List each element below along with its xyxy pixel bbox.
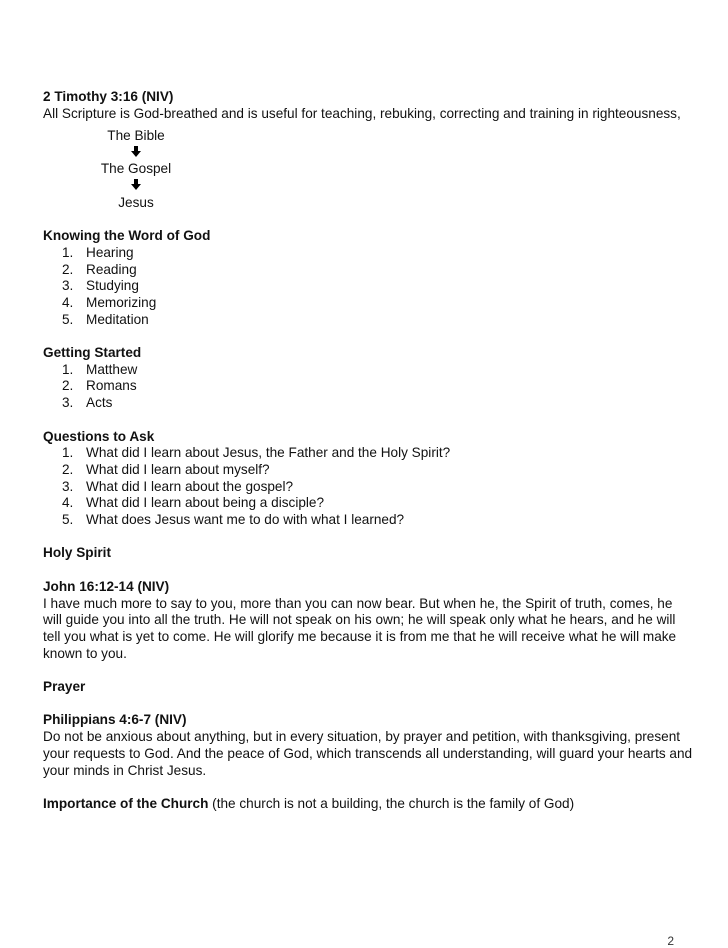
questions-heading: Questions to Ask bbox=[43, 428, 155, 444]
getting-started-heading: Getting Started bbox=[43, 345, 142, 360]
flow-node-bible: The Bible bbox=[107, 128, 165, 144]
flow-node-jesus: Jesus bbox=[118, 195, 154, 211]
philippians-verse-ref: Philippians 4:6-7 (NIV) bbox=[43, 712, 187, 728]
flow-node-gospel: The Gospel bbox=[100, 161, 172, 177]
getting-started-list bbox=[43, 362, 693, 412]
list-item: 3. Acts bbox=[62, 395, 113, 411]
list-item: 4. What did I learn about being a disciple? bbox=[62, 495, 325, 511]
church-note: (the church is not a building, the church is the family of God) bbox=[208, 795, 575, 811]
list-item: 5. Meditation bbox=[62, 311, 149, 327]
list-item: 2. What did I learn about myself? bbox=[62, 461, 270, 477]
list-item: 2. Reading bbox=[62, 261, 137, 277]
john-verse-ref: John 16:12-14 (NIV) bbox=[43, 578, 170, 594]
philippians-verse-text: Do not be anxious about anything, but in every situation, by prayer and petition, with thanksgiving, present your requests to God. And the peace of God, which transcends all understanding, will guard your hearts and your minds in Christ Jesus. bbox=[43, 729, 693, 778]
church-line bbox=[43, 796, 693, 813]
prayer-heading: Prayer bbox=[43, 679, 86, 694]
timothy-verse-ref: 2 Timothy 3:16 (NIV) bbox=[43, 89, 174, 104]
list-item: 2. Romans bbox=[62, 378, 137, 394]
knowing-heading: Knowing the Word of God bbox=[43, 228, 211, 244]
john-verse-text: I have much more to say to you, more than you can now bear. But when he, the Spirit of truth, comes, he will guide you into all the truth. He will not speak on his own; he will speak only what he hears, and he will tell you what is yet to come. He will glorify me because it is from me that he will receive what he will make known to you. bbox=[43, 595, 677, 661]
list-item: 3. What did I learn about the gospel? bbox=[62, 478, 294, 494]
list-item: 3. Studying bbox=[62, 278, 139, 294]
list-item: 1. Matthew bbox=[62, 361, 138, 377]
timothy-verse-text: All Scripture is God-breathed and is useful for teaching, rebuking, correcting and training in righteousness, bbox=[43, 105, 681, 121]
knowing-list bbox=[43, 245, 693, 329]
list-item: 5. What does Jesus want me to do with what I learned? bbox=[62, 512, 405, 528]
page-number: 2 bbox=[667, 934, 674, 948]
church-heading: Importance of the Church bbox=[43, 795, 209, 811]
document-page bbox=[43, 89, 693, 813]
list-item: 1. What did I learn about Jesus, the Father and the Holy Spirit? bbox=[62, 445, 451, 461]
list-item: 4. Memorizing bbox=[62, 294, 157, 310]
questions-list bbox=[43, 445, 693, 529]
list-item: 1. Hearing bbox=[62, 244, 134, 260]
bible-gospel-jesus-flow bbox=[43, 128, 693, 211]
down-arrow-icon bbox=[131, 146, 141, 157]
down-arrow-icon bbox=[131, 179, 141, 190]
holy-spirit-heading: Holy Spirit bbox=[43, 545, 111, 561]
